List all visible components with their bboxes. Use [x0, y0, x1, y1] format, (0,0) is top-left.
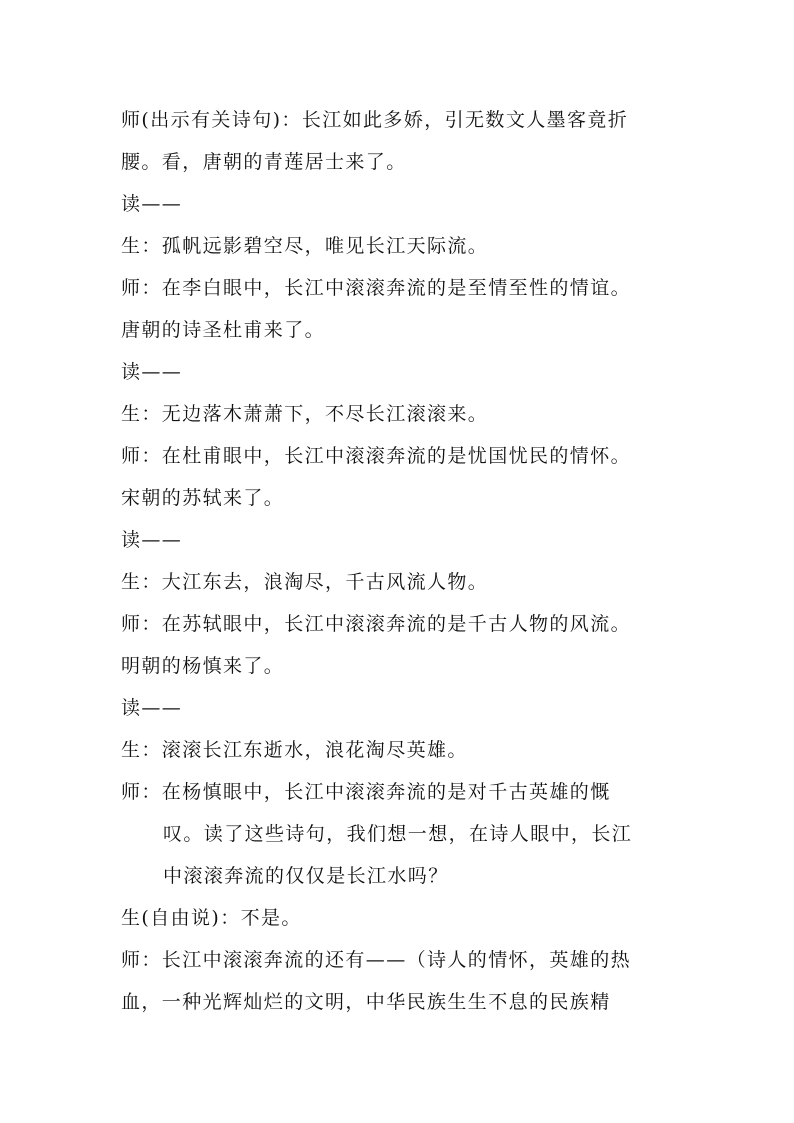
text-line: 读——: [121, 697, 183, 719]
text-line: 生(自由说)：不是。: [121, 907, 302, 929]
text-line: 师(出示有关诗句)：长江如此多娇，引无数文人墨客竟折: [121, 109, 629, 131]
text-line: 生：大江东去，浪淘尽，千古风流人物。: [121, 571, 489, 593]
text-line: 生：滚滚长江东逝水，浪花淘尽英雄。: [121, 739, 468, 761]
text-line: 腰。看，唐朝的青莲居士来了。: [121, 151, 407, 173]
text-line: 师：在杜甫眼中，长江中滚滚奔流的是忧国忧民的情怀。: [121, 445, 632, 467]
text-line: 师：在苏轼眼中，长江中滚滚奔流的是千古人物的风流。: [121, 613, 632, 635]
text-line: 师：在杨慎眼中，长江中滚滚奔流的是对千古英雄的慨: [121, 781, 611, 803]
text-line: 师：在李白眼中，长江中滚滚奔流的是至情至性的情谊。: [121, 277, 632, 299]
text-line: 明朝的杨慎来了。: [121, 655, 285, 677]
text-line: 唐朝的诗圣杜甫来了。: [121, 319, 326, 341]
text-line: 生：孤帆远影碧空尽，唯见长江天际流。: [121, 235, 489, 257]
text-line: 血，一种光辉灿烂的文明，中华民族生生不息的民族精: [121, 991, 611, 1013]
text-line: 读——: [121, 193, 183, 215]
text-line: 叹。读了这些诗句，我们想一想，在诗人眼中，长江: [163, 823, 633, 845]
text-line: 中滚滚奔流的仅仅是长江水吗？: [163, 865, 449, 887]
text-line: 读——: [121, 361, 183, 383]
text-line: 生：无边落木萧萧下，不尽长江滚滚来。: [121, 403, 489, 425]
text-line: 读——: [121, 529, 183, 551]
text-line: 宋朝的苏轼来了。: [121, 487, 285, 509]
text-line: 师：长江中滚滚奔流的还有——（诗人的情怀，英雄的热: [121, 949, 632, 971]
